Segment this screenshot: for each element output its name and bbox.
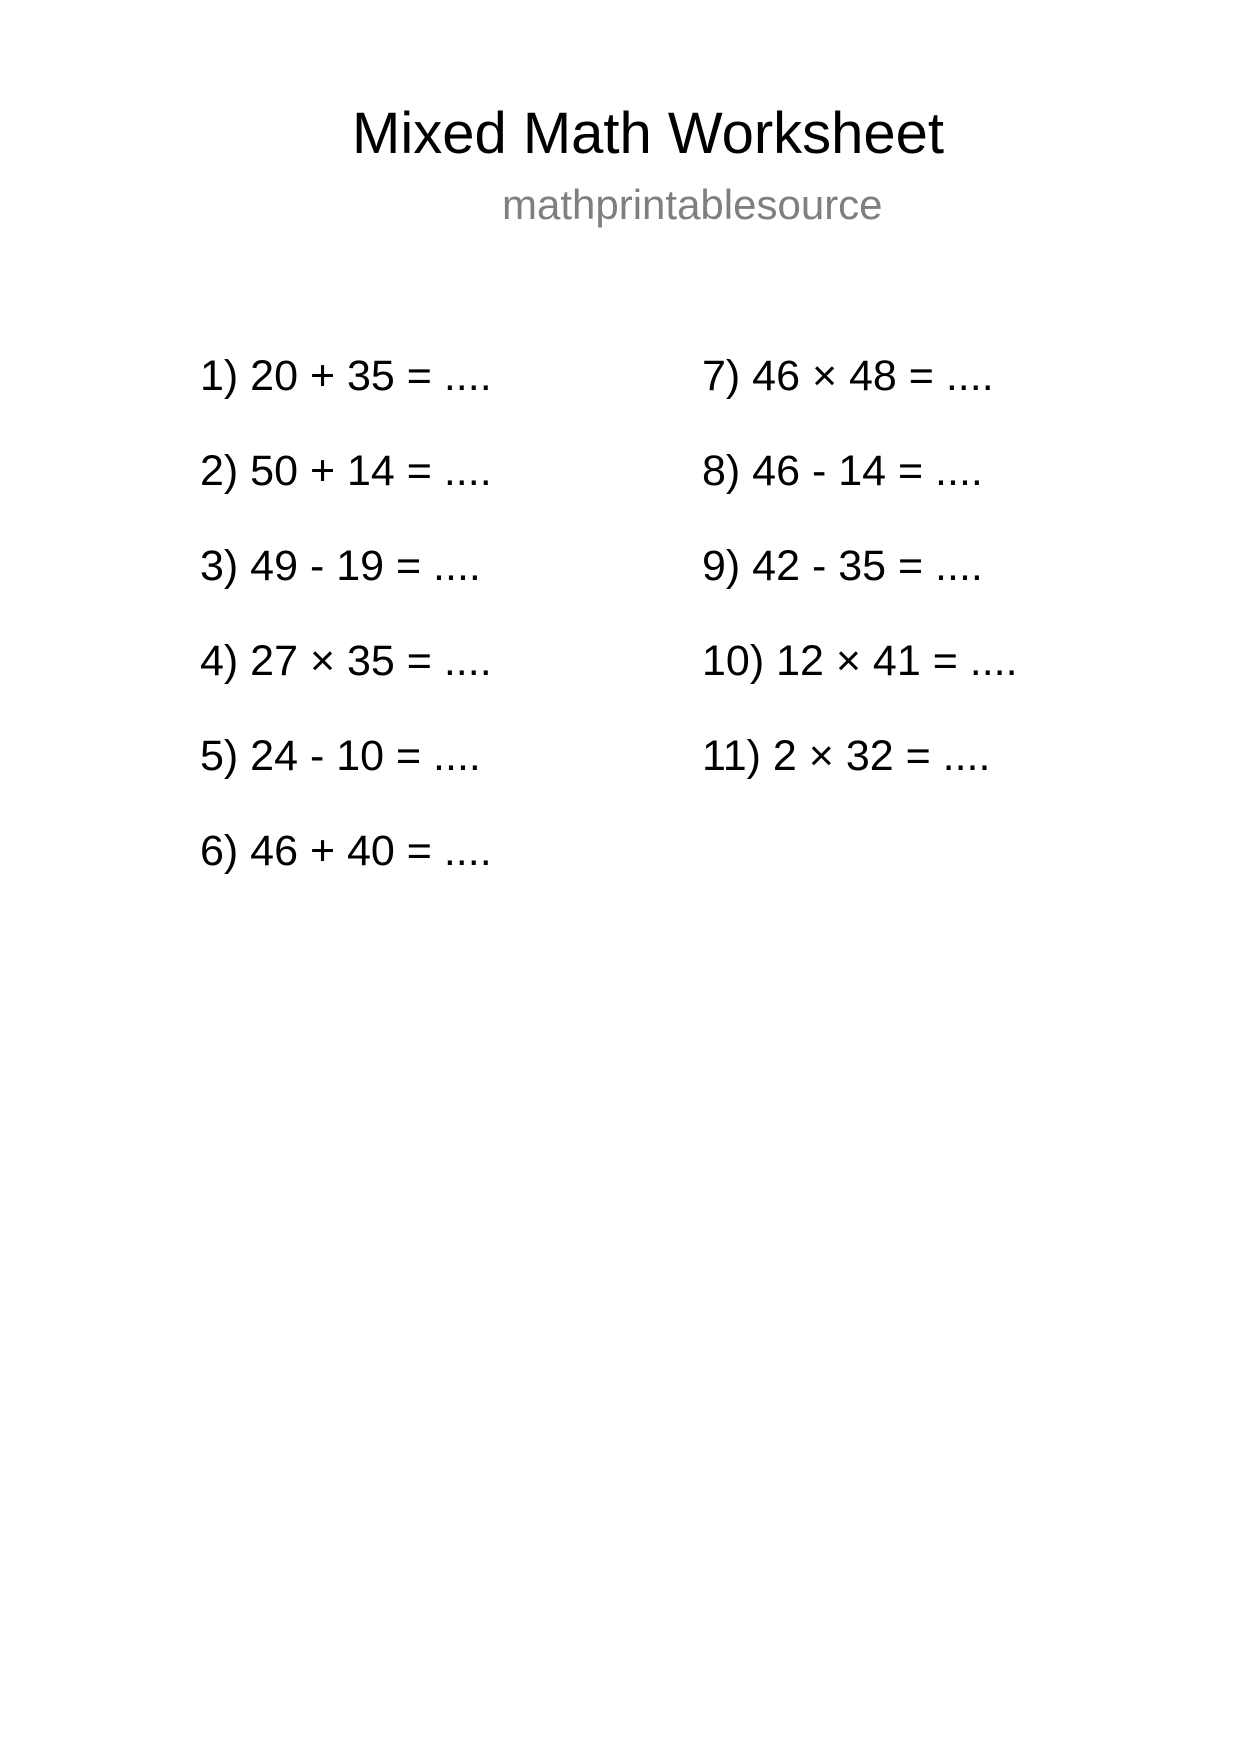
problem-3: 3) 49 - 19 = .... (200, 542, 481, 590)
problem-4: 4) 27 × 35 = .... (200, 637, 492, 685)
problem-10: 10) 12 × 41 = .... (702, 637, 1018, 685)
problem-5: 5) 24 - 10 = .... (200, 732, 481, 780)
worksheet-source: mathprintablesource (502, 181, 883, 228)
problem-1: 1) 20 + 35 = .... (200, 352, 492, 400)
problem-7: 7) 46 × 48 = .... (702, 352, 994, 400)
problem-2: 2) 50 + 14 = .... (200, 447, 492, 495)
worksheet-title: Mixed Math Worksheet (352, 101, 945, 166)
problem-9: 9) 42 - 35 = .... (702, 542, 983, 590)
problem-6: 6) 46 + 40 = .... (200, 827, 492, 875)
problem-11: 11) 2 × 32 = .... (702, 732, 991, 780)
problem-8: 8) 46 - 14 = .... (702, 447, 983, 495)
